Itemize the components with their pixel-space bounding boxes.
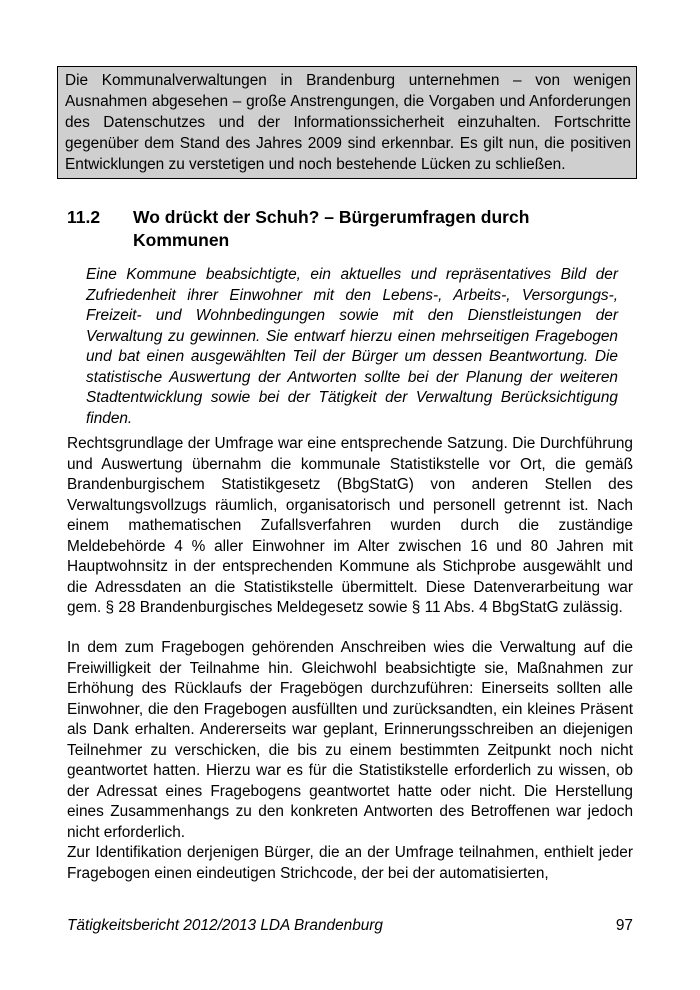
case-description: Eine Kommune beabsichtigte, ein aktuelles und repräsentatives Bild der Zufriedenheit ihrer Einwohner mit den Lebens-, Arbeits-, Versorgungs-, Freizeit- und Wohnbedingungen sowie mit den Dienstleistungen der Verwaltung zu gewinnen. Sie entwarf hierzu einen mehrseitigen Fragebogen und bat einen ausgewählten Teil der Bürger um dessen Beantwortung. Die statistische Auswertung der Antworten sollte bei der Planung der weiteren Stadtentwicklung sowie bei der Tätigkeit der Verwaltung Berücksichtigung finden.: [86, 266, 618, 427]
body-paragraph: Rechtsgrundlage der Umfrage war eine entsprechende Satzung. Die Durchführung und Auswertung übernahm die kommunale Statistikstelle vor Ort, die gemäß Brandenburgischem Statistikgesetz (BbgStatG) von anderen Stellen des Verwaltungsvollzugs räumlich, organisatorisch und personell getrennt ist. Nach einem mathematischen Zufallsverfahren wurden durch die zuständige Meldebehörde 4 % aller Einwohner im Alter zwischen 16 und 80 Jahren mit Hauptwohnsitz in der entsprechenden Kommune als Stichprobe ausgewählt und die Adressdaten an die Statistikstelle übermittelt. Diese Datenverarbeitung war gem. § 28 Brandenburgisches Meldegesetz sowie § 11 Abs. 4 BbgStatG zulässig.: [67, 435, 633, 616]
summary-box: [57, 66, 637, 179]
footer-report-title: Tätigkeitsbericht 2012/2013 LDA Brandenburg: [67, 917, 383, 934]
page-number: 97: [615, 917, 633, 934]
section-title: Wo drückt der Schuh? – Bürgerumfragen durch Kommunen: [133, 207, 530, 250]
page-footer: [67, 916, 633, 936]
summary-text: Die Kommunalverwaltungen in Brandenburg unternehmen – von wenigen Ausnahmen abgesehen – große Anstrengungen, die Vorgaben und Anforderungen des Datenschutzes und der Informationssicherheit einzuhalten. Fortschritte gegenüber dem Stand des Jahres 2009 sind erkennbar. Es gilt nun, die positiven Entwicklungen zu verstetigen und noch bestehende Lücken zu schließen.: [65, 72, 631, 173]
body-paragraph: In dem zum Fragebogen gehörenden Anschreiben wies die Verwaltung auf die Freiwilligkeit der Teilnahme hin. Gleichwohl beabsichtigte sie, Maßnahmen zur Erhöhung des Rücklaufs der Fragebögen durchzuführen: Einerseits sollten alle Einwohner, die den Fragebogen ausfüllten und zurücksandten, ein kleines Präsent als Dank erhalten. Andererseits war geplant, Erinnerungsschreiben an diejenigen Teilnehmer zu verschicken, die bis zu einem bestimmten Zeitpunkt noch nicht geantwortet hatten. Hierzu war es für die Statistikstelle erforderlich zu wissen, ob der Adressat eines Fragebogens geantwortet hatte oder nicht. Die Herstellung eines Zusammenhangs zu den konkreten Antworten des Betroffenen war jedoch nicht erforderlich.: [67, 639, 633, 841]
body-paragraph: Zur Identifikation derjenigen Bürger, die an der Umfrage teilnahmen, enthielt jeder Fragebogen einen eindeutigen Strichcode, der bei der automatisierten,: [67, 844, 633, 882]
section-number: 11.2: [67, 207, 101, 227]
